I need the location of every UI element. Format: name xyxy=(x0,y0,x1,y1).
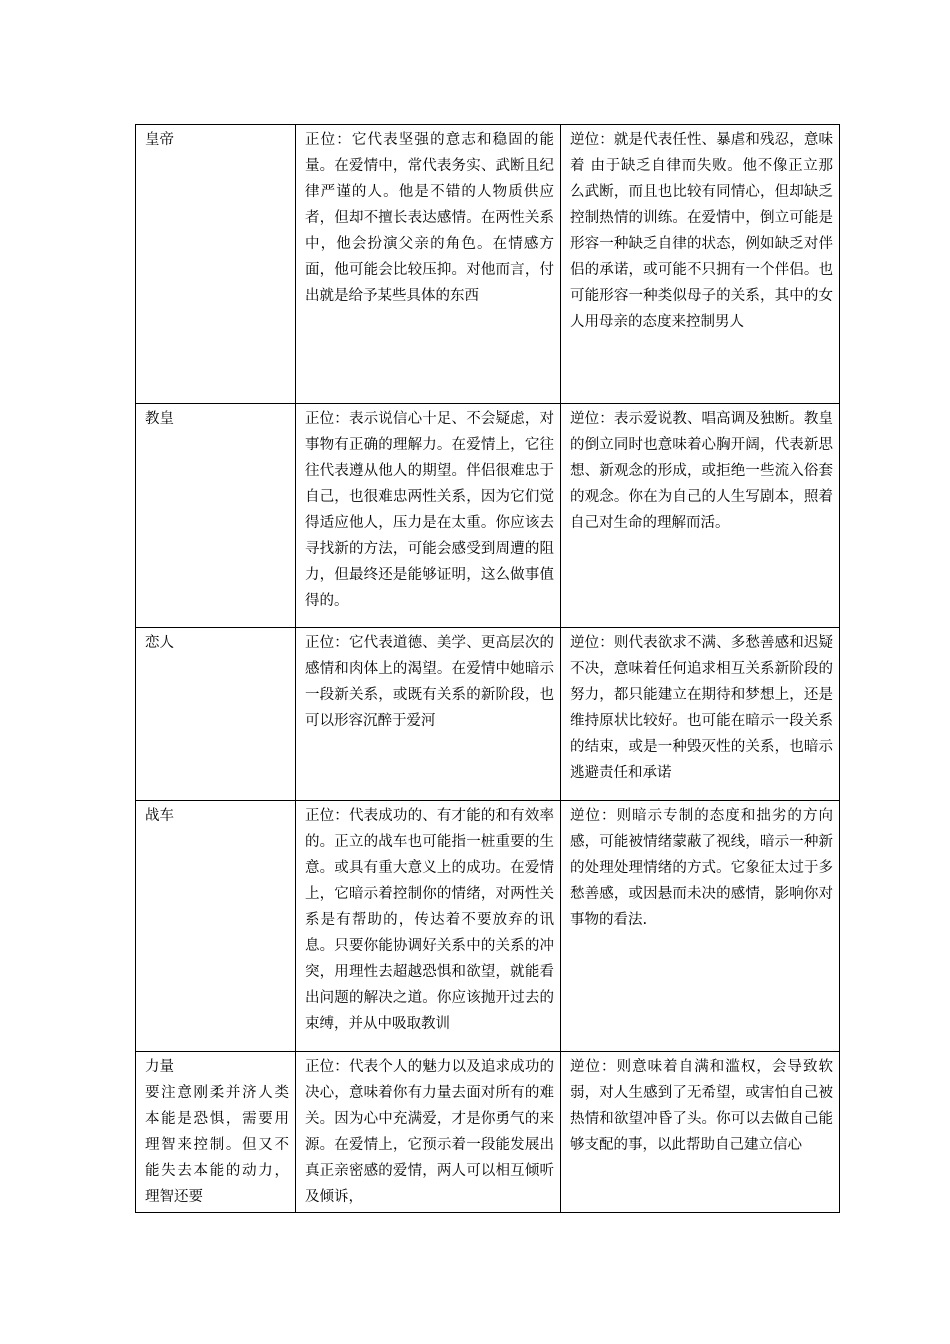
card-name: 恋人 xyxy=(145,635,174,651)
card-name: 力量 xyxy=(145,1059,174,1075)
card-name-cell xyxy=(136,1052,296,1213)
upright-meaning-cell: 正位：它代表坚强的意志和稳固的能量。在爱情中，常代表务实、武断且纪律严谨的人。他是不错的人物质供应者，但却不擅长表达感情。在两性关系中，他会扮演父亲的角色。在情感方面，他可能会比较压抑。对他而言，付出就是给予某些具体的东西 xyxy=(296,125,561,404)
reversed-meaning-cell: 逆位：就是代表任性、暴虐和残忍，意味着 由于缺乏自律而失败。他不像正立那么武断，而且也比较有同情心，但却缺乏控制热情的训练。在爱情中，倒立可能是形容一种缺乏自律的状态，例如缺乏对伴侣的承诺，或可能不只拥有一个伴侣。也可能形容一种类似母子的关系，其中的女人用母亲的态度来控制男人 xyxy=(561,125,840,404)
reversed-meaning-cell: 逆位：则暗示专制的态度和拙劣的方向感，可能被情绪蒙蔽了视线，暗示一种新的处理处理情绪的方式。它象征太过于多愁善感，或因悬而未决的感情，影响你对事物的看法. xyxy=(561,801,840,1052)
upright-meaning-cell: 正位：表示说信心十足、不会疑虑，对事物有正确的理解力。在爱情上，它往往代表遵从他人的期望。伴侣很难忠于自己，也很难忠两性关系，因为它们觉得适应他人，压力是在太重。你应该去寻找新的方法，可能会感受到周遭的阻力，但最终还是能够证明，这么做事值得的。 xyxy=(296,404,561,628)
reversed-meaning-cell: 逆位：则代表欲求不满、多愁善感和迟疑不决，意味着任何追求相互关系新阶段的努力，都只能建立在期待和梦想上，还是维持原状比较好。也可能在暗示一段关系的结束，或是一种毁灭性的关系，也暗示逃避责任和承诺 xyxy=(561,628,840,801)
card-name-cell xyxy=(136,801,296,1052)
tarot-meaning-table xyxy=(135,124,840,1213)
table-row xyxy=(136,801,840,1052)
reversed-meaning-cell: 逆位：则意味着自满和滥权，会导致软弱，对人生感到了无希望，或害怕自己被热情和欲望冲昏了头。你可以去做自己能够支配的事，以此帮助自己建立信心 xyxy=(561,1052,840,1213)
reversed-meaning-cell: 逆位：表示爱说教、唱高调及独断。教皇的倒立同时也意味着心胸开阔，代表新思想、新观念的形成，或拒绝一些流入俗套的观念。你在为自己的人生写剧本，照着自己对生命的理解而活。 xyxy=(561,404,840,628)
card-name-cell xyxy=(136,125,296,404)
card-name-cell xyxy=(136,404,296,628)
card-name-cell xyxy=(136,628,296,801)
card-name: 战车 xyxy=(145,808,174,824)
table-row xyxy=(136,125,840,404)
table-row xyxy=(136,628,840,801)
upright-meaning-cell: 正位：它代表道德、美学、更高层次的感情和肉体上的渴望。在爱情中她暗示一段新关系，或既有关系的新阶段，也可以形容沉醉于爱河 xyxy=(296,628,561,801)
table-row xyxy=(136,1052,840,1213)
upright-meaning-cell: 正位：代表成功的、有才能的和有效率的。正立的战车也可能指一桩重要的生意。或具有重大意义上的成功。在爱情上，它暗示着控制你的情绪，对两性关系是有帮助的，传达着不要放弃的讯息。只要你能协调好关系中的关系的冲突，用理性去超越恐惧和欲望，就能看出问题的解决之道。你应该抛开过去的束缚，并从中吸取教训 xyxy=(296,801,561,1052)
card-note: 要注意刚柔并济人类本能是恐惧，需要用理智来控制。但又不能失去本能的动力，理智还要 xyxy=(145,1085,289,1205)
card-name: 皇帝 xyxy=(145,132,174,148)
table-row xyxy=(136,404,840,628)
card-name: 教皇 xyxy=(145,411,174,427)
upright-meaning-cell: 正位：代表个人的魅力以及追求成功的决心，意味着你有力量去面对所有的难关。因为心中充满爱，才是你勇气的来源。在爱情上，它预示着一段能发展出真正亲密感的爱情，两人可以相互倾听及倾诉， xyxy=(296,1052,561,1213)
